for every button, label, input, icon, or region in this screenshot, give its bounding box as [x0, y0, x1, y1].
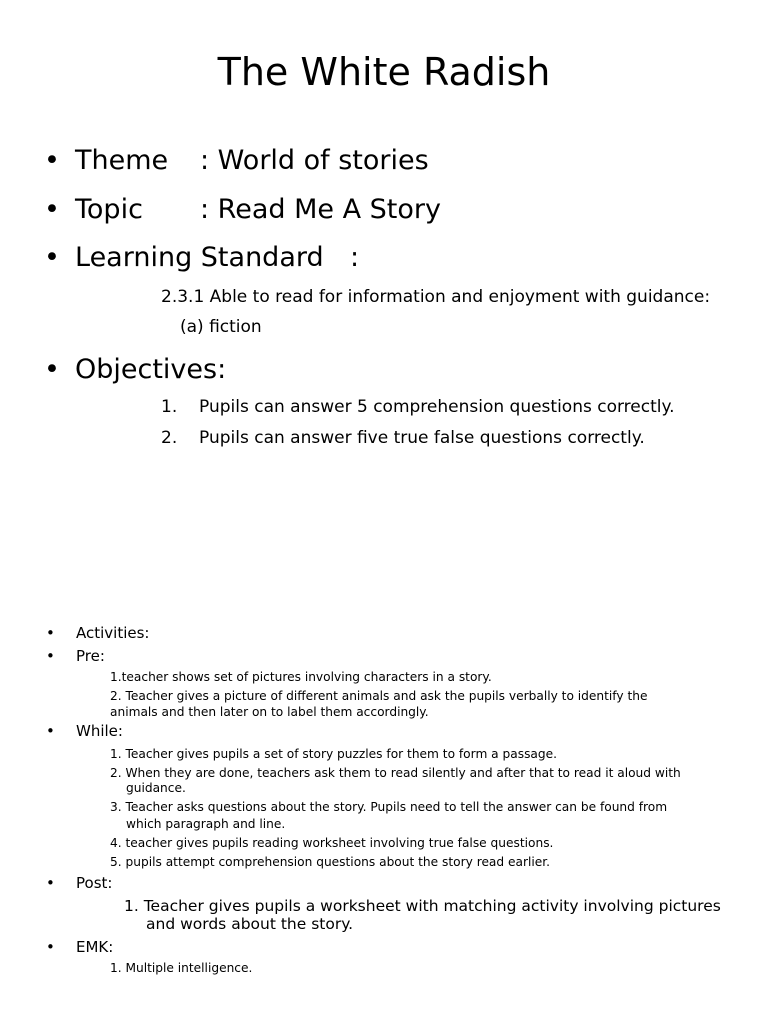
while-item: 1. Teacher gives pupils a set of story puzzles for them to form a passage. — [110, 747, 558, 761]
post-item: 1. Teacher gives pupils a worksheet with matching activity involving pictures — [124, 897, 721, 915]
bullet-dot-icon: • — [46, 624, 55, 642]
topic-label: Topic — [75, 194, 143, 225]
objectives-label: Objectives: — [75, 354, 227, 385]
bullet-dot-icon: • — [46, 722, 55, 740]
emk-item: 1. Multiple intelligence. — [110, 961, 253, 975]
while-item: which paragraph and line. — [126, 817, 286, 831]
emk-label: EMK: — [76, 938, 114, 956]
while-item: 3. Teacher asks questions about the story. Pupils need to tell the answer can be found from — [110, 800, 668, 814]
while-item: guidance. — [126, 781, 186, 795]
post-label: Post: — [76, 874, 113, 892]
bullet-dot-icon: • — [46, 938, 55, 956]
learning-standard-colon: : — [350, 242, 360, 273]
bullet-dot-icon: • — [44, 242, 60, 273]
post-item: and words about the story. — [146, 915, 354, 933]
while-label: While: — [76, 722, 123, 740]
objective-text: Pupils can answer five true false questions correctly. — [199, 428, 645, 448]
slide-title: The White Radish — [217, 50, 551, 94]
theme-label: Theme — [75, 145, 169, 176]
bullet-dot-icon: • — [44, 145, 60, 176]
objective-number: 1. — [161, 397, 178, 417]
learning-standard-label: Learning Standard — [75, 242, 324, 273]
pre-label: Pre: — [76, 647, 105, 665]
objective-text: Pupils can answer 5 comprehension questions correctly. — [199, 397, 675, 417]
activities-label: Activities: — [76, 624, 150, 642]
while-item: 2. When they are done, teachers ask them to read silently and after that to read it aloud with — [110, 766, 681, 780]
objective-number: 2. — [161, 428, 178, 448]
learning-standard-line2: (a) fiction — [180, 317, 262, 337]
theme-value: : World of stories — [200, 145, 429, 176]
learning-standard-line1: 2.3.1 Able to read for information and enjoyment with guidance: — [161, 287, 711, 307]
bullet-dot-icon: • — [44, 194, 60, 225]
while-item: 4. teacher gives pupils reading worksheet involving true false questions. — [110, 836, 554, 850]
pre-item: 2. Teacher gives a picture of different animals and ask the pupils verbally to identify the — [110, 689, 648, 703]
while-item: 5. pupils attempt comprehension questions about the story read earlier. — [110, 855, 551, 869]
bullet-dot-icon: • — [44, 354, 60, 385]
pre-item: animals and then later on to label them accordingly. — [110, 705, 429, 719]
pre-item: 1.teacher shows set of pictures involving characters in a story. — [110, 670, 492, 684]
bullet-dot-icon: • — [46, 647, 55, 665]
bullet-dot-icon: • — [46, 874, 55, 892]
topic-value: : Read Me A Story — [200, 194, 441, 225]
